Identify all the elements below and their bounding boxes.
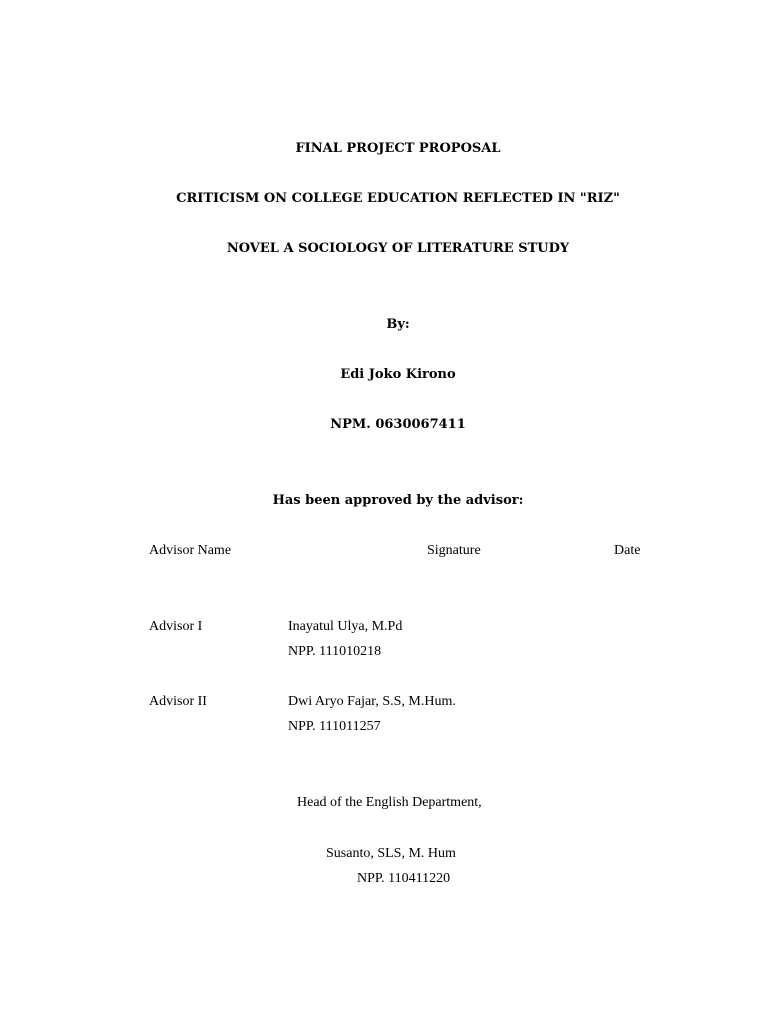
advisor-2-role: Advisor II	[149, 694, 207, 709]
approval-heading: Has been approved by the advisor:	[272, 493, 524, 508]
column-header-signature: Signature	[427, 543, 481, 558]
title-line-1: FINAL PROJECT PROPOSAL	[295, 141, 501, 156]
column-header-advisor-name: Advisor Name	[149, 543, 232, 558]
by-label: By:	[386, 317, 410, 332]
advisor-2-name: Dwi Aryo Fajar, S.S, M.Hum.	[288, 694, 456, 709]
author-npm: NPM. 0630067411	[330, 417, 466, 432]
title-line-3: NOVEL A SOCIOLOGY OF LITERATURE STUDY	[226, 241, 570, 256]
advisor-1-role: Advisor I	[149, 619, 203, 634]
advisor-1-npp: NPP. 111010218	[288, 644, 382, 659]
title-line-2: CRITICISM ON COLLEGE EDUCATION REFLECTED IN "RIZ"	[176, 191, 620, 206]
advisor-2-npp: NPP. 111011257	[288, 719, 381, 734]
column-header-date: Date	[614, 543, 641, 558]
author-name: Edi Joko Kirono	[340, 367, 456, 382]
advisor-1-name: Inayatul Ulya, M.Pd	[288, 619, 403, 634]
head-name: Susanto, SLS, M. Hum	[326, 846, 456, 861]
head-title: Head of the English Department,	[297, 795, 482, 810]
head-npp: NPP. 110411220	[357, 871, 451, 886]
